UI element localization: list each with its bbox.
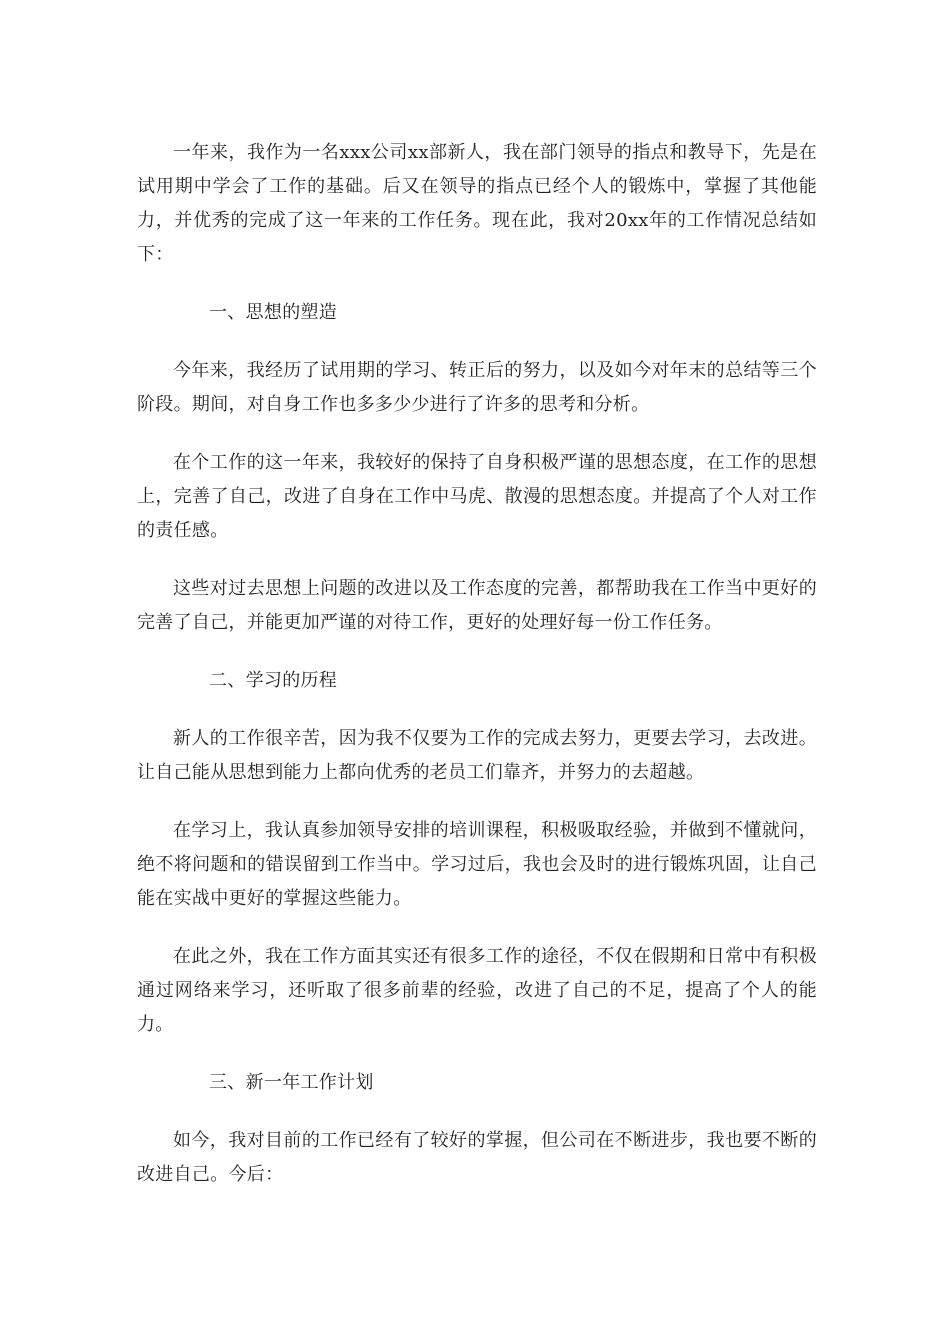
section-heading-3: 三、新一年工作计划 xyxy=(209,1072,374,1093)
body-paragraph: 如今，我对目前的工作已经有了较好的掌握，但公司在不断进步，我也要不断的改进自己。今后： xyxy=(137,1130,817,1185)
body-paragraph: 这些对过去思想上问题的改进以及工作态度的完善，都帮助我在工作当中更好的完善了自己，并能更加严谨的对待工作，更好的处理好每一份工作任务。 xyxy=(137,578,817,633)
body-paragraph: 在此之外，我在工作方面其实还有很多工作的途径，不仅在假期和日常中有积极通过网络来学习，还听取了很多前辈的经验，改进了自己的不足，提高了个人的能力。 xyxy=(137,946,817,1035)
body-paragraph: 在个工作的这一年来，我较好的保持了自身积极严谨的思想态度，在工作的思想上，完善了自己，改进了自身在工作中马虎、散漫的思想态度。并提高了个人对工作的责任感。 xyxy=(137,452,817,541)
intro-paragraph: 一年来，我作为一名xxx公司xx部新人，我在部门领导的指点和教导下，先是在试用期中学会了工作的基础。后又在领导的指点已经个人的锻炼中，掌握了其他能力，并优秀的完成了这一年来的工作任务。现在此，我对20xx年的工作情况总结如下： xyxy=(137,142,817,265)
body-paragraph: 今年来，我经历了试用期的学习、转正后的努力，以及如今对年末的总结等三个阶段。期间，对自身工作也多多少少进行了许多的思考和分析。 xyxy=(137,360,817,415)
section-heading-1: 一、思想的塑造 xyxy=(209,302,338,323)
section-heading-2: 二、学习的历程 xyxy=(209,670,338,691)
document-body xyxy=(137,136,817,1216)
body-paragraph: 在学习上，我认真参加领导安排的培训课程，积极吸取经验，并做到不懂就问，绝不将问题和的错误留到工作当中。学习过后，我也会及时的进行锻炼巩固，让自己能在实战中更好的掌握这些能力。 xyxy=(137,820,817,909)
body-paragraph: 新人的工作很辛苦，因为我不仅要为工作的完成去努力，更要去学习，去改进。让自己能从思想到能力上都向优秀的老员工们靠齐，并努力的去超越。 xyxy=(137,728,817,783)
